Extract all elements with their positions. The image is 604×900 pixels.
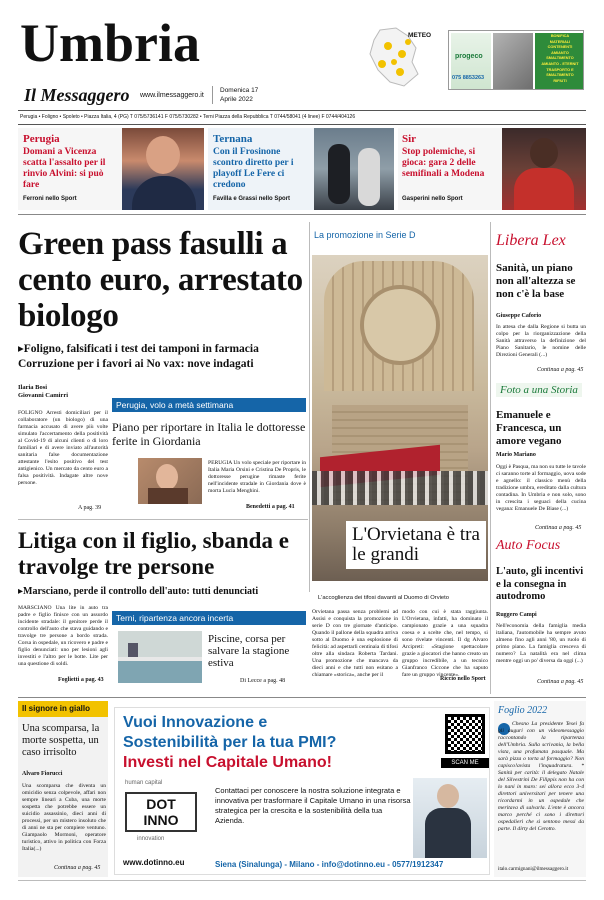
coach-photo [122,128,204,210]
lead-subheadline-2: Corruzione per i favori ai No vax: nove indagati [18,358,254,370]
date-month: Aprile 2022 [220,96,253,103]
teaser-byline: Favilla e Grassi nello Sport [213,196,291,202]
litiga-headline[interactable]: Litiga con il figlio, sbanda e travolge tre persone [18,528,289,579]
teaser-headline: Con il Frosinone scontro diretto per i playoff Le Fere ci credono [213,147,294,190]
opinion-author: Mario Mariano [496,452,536,458]
rubric-libera-lex: Libera Lex [496,232,566,249]
photo-title: L'Orvietana è tra le grandi [346,521,486,569]
teaser-perugia[interactable] [18,128,204,210]
pool-photo [118,631,202,683]
logo-top-text: human capital [125,780,163,786]
serie-d-kicker: La promozione in Serie D [314,230,416,240]
masthead-title: Umbria [20,13,200,73]
teaser-sir[interactable] [398,128,586,210]
lead-headline[interactable]: Green pass fasulli a cento euro, arrestato biologo [18,226,303,334]
opinion-author: Giuseppe Caforio [496,313,542,319]
photo-caption: L'accoglienza dei tifosi davanti al Duomo di Orvieto [318,595,449,601]
ad-line: RIFIUTI [553,78,567,83]
opinion-headline[interactable]: L'auto, gli incentivi e la consegna in autodromo [496,566,584,602]
teaser-byline: Ferroni nello Sport [23,196,77,202]
teaser-headline: Domani a Vicenza scatta l'assalto per il rinvio Alvini: si può fare [23,147,106,190]
teaser-section: Perugia [23,133,60,145]
ad-line: AMIANTO [551,50,569,55]
opinion-headline[interactable]: Sanità, un piano non all'altezza se non c'è la base [496,262,576,300]
ad-line: SMALTIMENTO [546,73,574,78]
lead-author: Ilaria Bosi [18,384,48,391]
opinion-page-ref[interactable]: Continua a pag. 45 [535,525,582,531]
opinion-headline[interactable]: Emanuele e Francesca, un amore vegano [496,409,562,447]
giallo-kicker: Il signore in giallo [18,701,108,717]
rubric-foto-storia: Foto a una Storia [496,383,582,397]
editions-line: Perugia • Foligno • Spoleto • Piazza Italia, 4 (PG) T 075/5736141 F 075/5730282 • Terni Piazza della Repubblica T 0744/58041 (4 linee) F 0744/404126 [20,114,356,120]
doctors-photo [138,458,202,504]
giallo-page-ref[interactable]: Continua a pag. 45 [54,865,101,871]
logo-text: DOT INNO [125,792,197,832]
giallo-body: Una scomparsa che diventa un omicidio senza colpevole, affari non sempre lineari a Cuba, una morte sospetta che potrebbe essere un suicidio assassinio, dieci anni di processi, per un mistero insoluto che di anni ne sta per compiere ventuno. Giampaolo Mormoni, operatore turistico, attivo in politica con Forza Italia(...) [22,783,106,852]
logo-bottom-text: innovation [137,836,165,842]
newspaper-logo: Il Messaggero [24,85,130,105]
box-kicker: Terni, ripartenza ancora incerta [112,611,306,625]
progeco-ad[interactable] [448,30,584,90]
lead-author: Giovanni Camirri [18,392,69,399]
ad-body: Contattaci per conoscere la nostra soluzione integrata e innovativa per trasformare il Capitale Umano in una risorsa strategica per la crescita e la sostenibilità della tua Azienda. [215,786,411,825]
box-headline: Piscine, corsa per salvare la stagione estiva [208,633,290,669]
opinion-body: Nell'economia della famiglia media italiana, l'automobile ha sempre avuto almeno fino agli anni '80, un ruolo di primo piano. La famiglia cresceva di numero? La natalità era nel clima mentre oggi un po' diversa da oggi (...) [496,623,586,664]
litiga-page-ref[interactable]: Foglietti a pag. 43 [58,677,104,683]
progeco-brand: progeco [455,53,483,60]
perugia-box[interactable] [112,398,306,514]
volley-photo [502,128,586,210]
opinion-body: Oggi è Pasqua, ma non su tutte le tavole ci saranno torte al formaggio, uova sode e agnello: il classico menù della tradizione umbra, ereditato dalla cultura contadina. In Umbria e non solo, sono in crescita i seguaci della cucina vegana: Emanuele De Biase (...) [496,464,586,512]
foglio-title: Foglio 2022 [498,705,548,716]
progeco-phone: 075 8853263 [452,75,485,81]
litiga-subheadline: ▸Marsciano, perde il controllo dell'auto: tutti denunciati [18,586,259,597]
giallo-author: Alvaro Fiorucci [22,771,63,777]
rubric-auto-focus: Auto Focus [496,538,561,553]
lead-body: FOLIGNO Arresti domiciliari per il collaboratore (un biologo) di una farmacia accusato di avere più volte simulato l'accertamento della positività al Covid-19 di alcuni clienti o di loro familiari e di avere inviato all'autorità sanitaria false documentazione attestante l'esito positivo del test antigienico. Un mercato da cento euro a falsa positività. Indagate altre nove persone. [18,410,108,486]
opinion-page-ref[interactable]: Continua a pag. 45 [537,679,584,685]
box-body: PERUGIA Un volo speciale per riportare in Italia Maria Orsini e Cristina De Propris, le dottoresse perugine rimaste ferite nell'incidente stradale in Giordania dove è morta Lucia Menghini. [208,460,306,494]
ad-line: CONTENENTI [547,45,573,50]
giallo-headline: Una scomparsa, la morte sospetta, un caso irrisolto [22,723,100,758]
site-url[interactable]: www.ilmessaggero.it [140,92,204,99]
businessman-photo [413,778,487,858]
ad-headline-1: Vuoi Innovazione e [123,714,268,731]
foglio-email[interactable]: italo.carmignani@ilmessaggero.it [498,866,569,872]
teaser-headline: Stop polemiche, si gioca: gara 2 delle semifinali a Modena [402,147,485,179]
ad-line: AMIANTO - ETERNIT [541,61,579,66]
dotinno-logo [123,780,199,854]
teaser-ternana[interactable] [208,128,394,210]
terni-box[interactable] [112,611,306,687]
box-page-ref[interactable]: Di Lecce a pag. 48 [240,678,286,684]
ad-line: MATERIALI [549,39,571,44]
serie-d-page-ref[interactable]: Riccio nello Sport [440,676,486,682]
litiga-body: MARSCIANO Una lite in auto tra padre e figlio finisce con un assurdo incidente stradale: il genitore perde il controllo dell'auto che stava guidando e travolge tre persone a bordo strada. Corsa in ospedale, un ricovero e padre e figlio denunciati: uno per lesioni agli investiti e l'altro per le botte. Lite per una questione di soldi. [18,605,108,667]
ad-line: SMALTIMENTO [546,56,574,61]
box-page-ref[interactable]: Benedetti a pag. 41 [246,504,295,510]
serie-d-col2: modo con cui è stata raggiunta. L'Orvietana, infatti, ha dominato il campionato grazie a una squadra coesa e a scelte che, nel tempo, si sono rivelate vincenti. Il dg Alvaro Arcipreti: «Stagione spettacolare grazie a giocatori che hanno creato un gruppo incredibile, a un tecnico Gianfranco Ciccone che ha saputo fare un gruppo vincente». [402,609,488,678]
scan-me-label: SCAN ME [441,758,489,768]
ad-footer[interactable]: Siena (Sinalunga) - Milano - info@dotinno.eu - 0577/1912347 [215,860,444,869]
box-headline: Piano per riportare in Italia le dottoresse ferite in Giordania [112,420,306,448]
orvieto-photo [312,255,488,581]
ad-line: BONIFICA [550,34,570,38]
opinion-page-ref[interactable]: Continua a pag. 45 [537,367,584,373]
giallo-box[interactable] [18,701,108,877]
ad-line: TRASPORTO E [546,67,574,72]
box-kicker: Perugia, volo a metà settimana [112,398,306,412]
meteo-label: METEO [408,32,432,39]
date-day: Domenica 17 [220,87,259,94]
ad-site[interactable]: www.dotinno.eu [123,858,185,867]
dotinno-ad[interactable] [114,707,490,875]
ad-headline-2: Sostenibilità per la tua PMI? [123,734,337,751]
teaser-section: Ternana [213,133,253,145]
ad-headline-3: Investi nel Capitale Umano! [123,754,332,771]
teaser-section: Sir [402,133,417,145]
lead-page-ref[interactable]: A pag. 39 [78,505,102,511]
lead-subheadline: ▸Foligno, falsificati i test dei tamponi in farmacia [18,343,259,355]
foglio-body: Chesno La presidente Tesei fa gli auguri con un videomessaggio raccontando la ripartenza dell'Umbria. Sulla scrivania, la bella vista, una profumata pasquale. Ma sarà pizza o torta al formaggio? Non capisco!avista l'inquadratura. * Sanità per carità: il delegato Natale del Silvestrini De Filippis non ha con lo nani in maro: sei allora ecco 3-4 direttori universitari per tenere una ricordarmi in un ospedale che meritava di salvarla. L'ente è ancora marco perché ci sono i direttori ospedalieri che si sentono messi da parte. Il dirty del Cerotto. [498,721,584,832]
teaser-byline: Gasperini nello Sport [402,196,463,202]
opinion-body: In attesa che dalla Regione si butta un colpo per la riorganizzazione della Sanità attraverso la definizione del Piano Sanitario, le nomine delle Direzioni Generali (...) [496,324,586,358]
qr-code-icon[interactable] [445,714,485,754]
foglio-box[interactable] [494,701,586,877]
opinion-author: Ruggero Campi [496,612,537,618]
serie-d-col1: Orvietana passa senza problemi ad Assisi e conquista la promozione in serie D con tre giornate d'anticipo. Quando il pallone della squadra arriva sotto al Duomo è una esplosione di felicità: ad aspettarli centinaia di tifosi oltre alla sindaca Roberta Tardani. Una promozione che mancava da dieci anni e che tutti non esitano a chiamare «storica», anche per il [312,609,398,678]
players-photo [314,128,394,210]
